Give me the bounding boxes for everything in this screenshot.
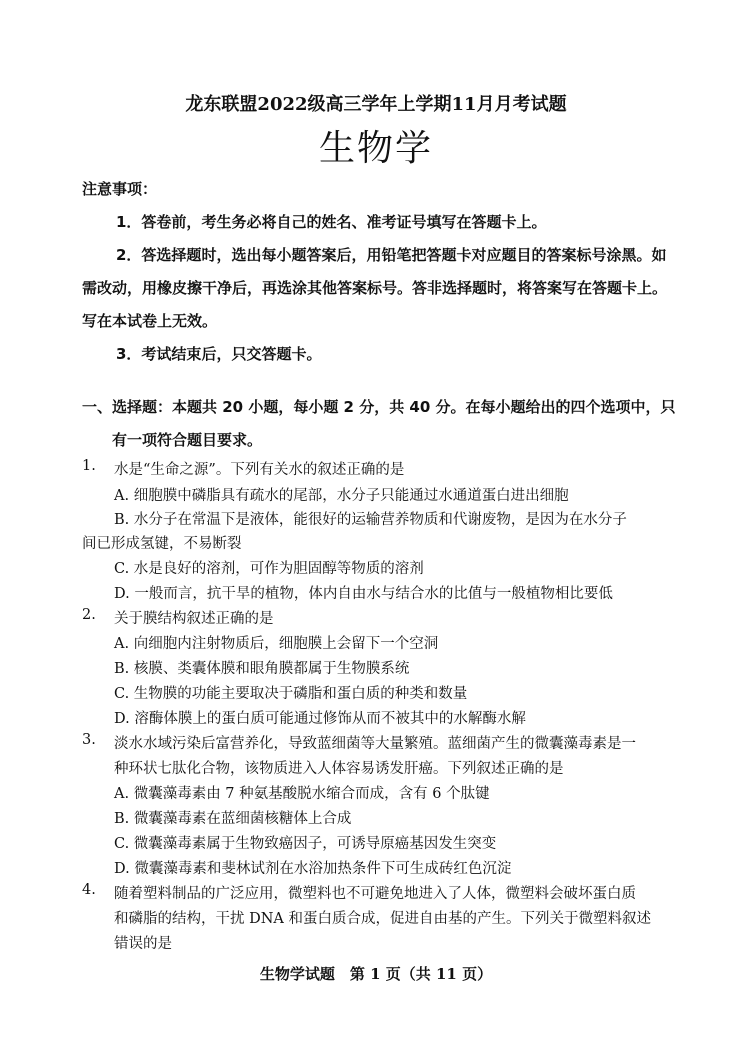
subject-title: 生物学 [318,128,433,169]
option-a: A. 微囊藻毒素由 7 种氨基酸脱水缩合而成，含有 6 个肽键 [114,786,490,802]
option-a: A. 向细胞内注射物质后，细胞膜上会留下一个空洞 [114,636,439,652]
notice-item: 3．考试结束后，只交答题卡。 [116,345,322,363]
question-number: 2. [82,607,96,623]
section-heading-line: 有一项符合题目要求。 [112,431,263,449]
notice-item: 1．答卷前，考生务必将自己的姓名、准考证号填写在答题卡上。 [116,213,547,231]
question-number: 1. [82,458,96,474]
section-heading-line: 一、选择题：本题共 20 小题，每小题 2 分，共 40 分。在每小题给出的四个选项中，只 [82,398,676,416]
notice-heading: 注意事项： [82,180,158,198]
question-stem: 关于膜结构叙述正确的是 [114,611,274,627]
option-c: C. 生物膜的功能主要取决于磷脂和蛋白质的种类和数量 [114,686,468,702]
question-stem: 随着塑料制品的广泛应用，微塑料也不可避免地进入了人体，微塑料会破坏蛋白质 [114,886,636,902]
question-stem: 淡水水域污染后富营养化，导致蓝细菌等大量繁殖。蓝细菌产生的微囊藻毒素是一 [114,736,636,752]
option-b: B. 微囊藻毒素在蓝细菌核糖体上合成 [114,811,352,827]
question-stem: 水是“生命之源”。下列有关水的叙述正确的是 [114,462,405,478]
option-b: B. 核膜、类囊体膜和眼角膜都属于生物膜系统 [114,661,410,677]
option-c: C. 微囊藻毒素属于生物致癌因子，可诱导原癌基因发生突变 [114,836,497,852]
notice-item: 2．答选择题时，选出每小题答案后，用铅笔把答题卡对应题目的答案标号涂黑。如 [116,246,667,264]
exam-title: 龙东联盟2022级高三学年上学期11月月考试题 [185,94,567,115]
page-footer: 生物学试题 第 1 页（共 11 页） [259,965,493,983]
option-b-cont: 间已形成氢键，不易断裂 [82,536,242,552]
notice-item: 写在本试卷上无效。 [82,312,218,330]
option-d: D. 一般而言，抗干旱的植物，体内自由水与结合水的比值与一般植物相比要低 [114,586,613,602]
question-number: 3. [82,732,96,748]
question-number: 4. [82,882,96,898]
question-stem-cont: 错误的是 [114,936,172,952]
option-c: C. 水是良好的溶剂，可作为胆固醇等物质的溶剂 [114,561,424,577]
question-stem-cont: 和磷脂的结构，干扰 DNA 和蛋白质合成，促进自由基的产生。下列关于微塑料叙述 [114,911,651,927]
option-b: B. 水分子在常温下是液体，能很好的运输营养物质和代谢废物，是因为在水分子 [114,512,627,528]
option-d: D. 微囊藻毒素和斐林试剂在水浴加热条件下可生成砖红色沉淀 [114,861,512,877]
option-a: A. 细胞膜中磷脂具有疏水的尾部，水分子只能通过水通道蛋白进出细胞 [114,488,569,504]
notice-item: 需改动，用橡皮擦干净后，再选涂其他答案标号。答非选择题时，将答案写在答题卡上。 [82,279,668,297]
question-stem-cont: 种环状七肽化合物，该物质进入人体容易诱发肝癌。下列叙述正确的是 [114,761,564,777]
option-d: D. 溶酶体膜上的蛋白质可能通过修饰从而不被其中的水解酶水解 [114,711,526,727]
